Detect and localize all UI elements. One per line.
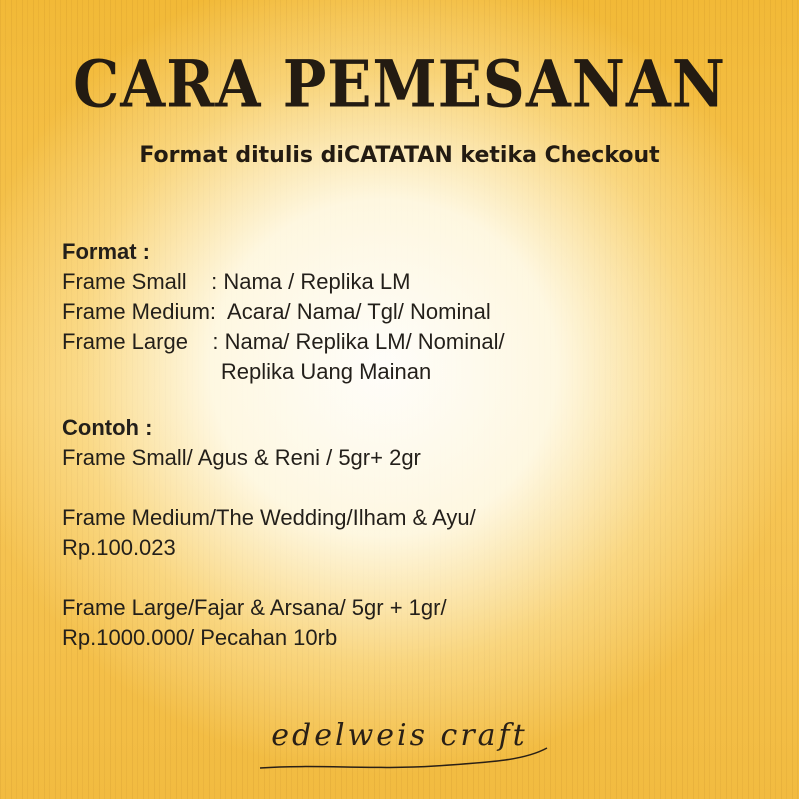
format-line-medium: Frame Medium: Acara/ Nama/ Tgl/ Nominal: [62, 299, 491, 324]
format-line-large-continued: Replika Uang Mainan: [62, 359, 432, 384]
example-large-line-1: Frame Large/Fajar & Arsana/ 5gr + 1gr/: [62, 595, 447, 620]
example-medium-line-2: Rp.100.023: [62, 535, 176, 560]
instructions-body: [62, 237, 762, 653]
format-line-small: Frame Small : Nama / Replika LM: [62, 269, 411, 294]
example-large-line-2: Rp.1000.000/ Pecahan 10rb: [62, 625, 338, 650]
example-medium-line-1: Frame Medium/The Wedding/Ilham & Ayu/: [62, 505, 476, 530]
signature-flourish-icon: [255, 720, 555, 780]
page-subtitle: Format ditulis diCATATAN ketika Checkout: [139, 143, 660, 168]
format-heading: Format :: [62, 239, 150, 264]
contoh-heading: Contoh :: [62, 415, 153, 440]
format-line-large: Frame Large : Nama/ Replika LM/ Nominal/: [62, 329, 505, 354]
brand-signature: edelweis craft: [271, 718, 528, 753]
page-title: CARA PEMESANAN: [73, 45, 726, 123]
example-small-line: Frame Small/ Agus & Reni / 5gr+ 2gr: [62, 445, 421, 470]
